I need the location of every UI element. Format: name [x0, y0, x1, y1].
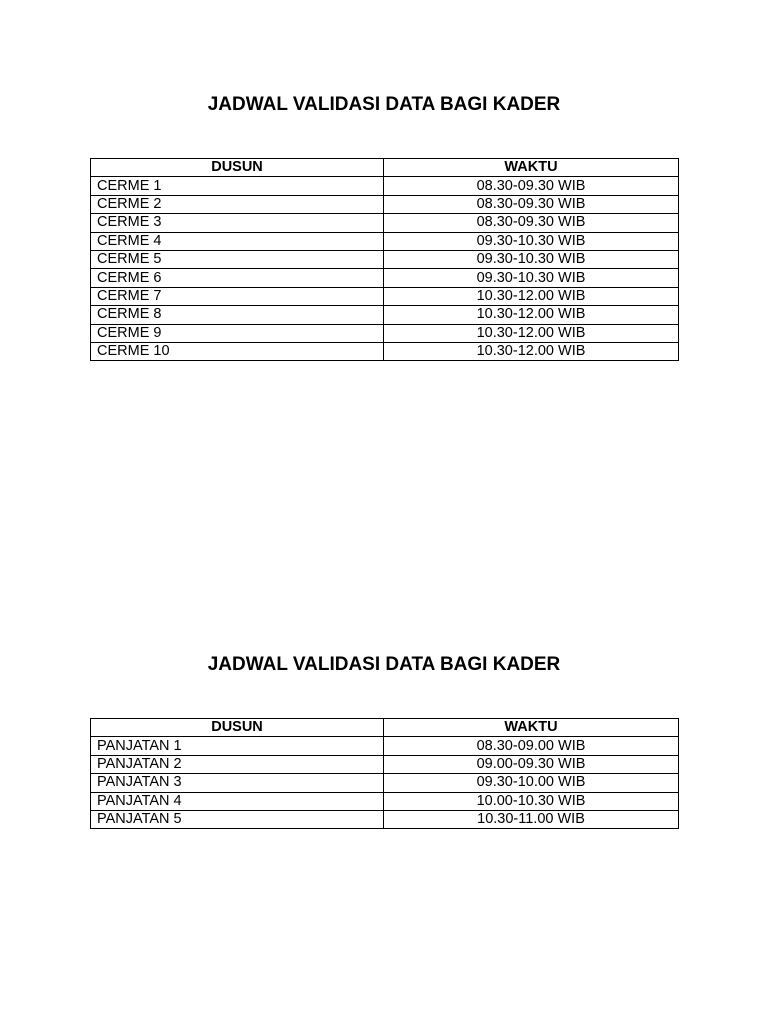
- cell-waktu: 10.30-11.00 WIB: [384, 810, 679, 828]
- cell-waktu: 08.30-09.30 WIB: [384, 177, 679, 195]
- table-row: [91, 755, 679, 773]
- cell-dusun: PANJATAN 2: [91, 755, 384, 773]
- table-row: [91, 232, 679, 250]
- cell-dusun: PANJATAN 4: [91, 792, 384, 810]
- cell-waktu: 09.30-10.30 WIB: [384, 232, 679, 250]
- table-header-row: [91, 719, 679, 737]
- cell-waktu: 09.30-10.30 WIB: [384, 250, 679, 268]
- cell-waktu: 10.30-12.00 WIB: [384, 324, 679, 342]
- column-header-dusun: DUSUN: [91, 719, 384, 737]
- page-title: JADWAL VALIDASI DATA BAGI KADER: [207, 94, 561, 115]
- cell-dusun: PANJATAN 3: [91, 774, 384, 792]
- table-row: [91, 792, 679, 810]
- table-row: [91, 287, 679, 305]
- table-header-row: [91, 159, 679, 177]
- cell-waktu: 09.30-10.30 WIB: [384, 269, 679, 287]
- table-row: [91, 269, 679, 287]
- cell-waktu: 09.00-09.30 WIB: [384, 755, 679, 773]
- cell-dusun: CERME 2: [91, 195, 384, 213]
- cell-dusun: CERME 4: [91, 232, 384, 250]
- table-row: [91, 737, 679, 755]
- cell-waktu: 09.30-10.00 WIB: [384, 774, 679, 792]
- cell-dusun: CERME 7: [91, 287, 384, 305]
- cell-dusun: CERME 10: [91, 342, 384, 360]
- table-row: [91, 324, 679, 342]
- table-row: [91, 342, 679, 360]
- cell-dusun: CERME 1: [91, 177, 384, 195]
- table-row: [91, 774, 679, 792]
- table-row: [91, 250, 679, 268]
- cell-dusun: CERME 3: [91, 214, 384, 232]
- table-row: [91, 214, 679, 232]
- schedule-table: [90, 718, 679, 829]
- schedule-section-cerme: [90, 93, 678, 361]
- table-row: [91, 195, 679, 213]
- cell-dusun: CERME 6: [91, 269, 384, 287]
- cell-dusun: CERME 8: [91, 306, 384, 324]
- cell-dusun: PANJATAN 1: [91, 737, 384, 755]
- page-title: JADWAL VALIDASI DATA BAGI KADER: [207, 654, 561, 675]
- schedule-table: [90, 158, 679, 361]
- cell-waktu: 10.30-12.00 WIB: [384, 342, 679, 360]
- cell-waktu: 10.30-12.00 WIB: [384, 306, 679, 324]
- table-row: [91, 810, 679, 828]
- column-header-waktu: WAKTU: [384, 159, 679, 177]
- schedule-section-panjatan: [90, 653, 678, 829]
- cell-dusun: CERME 5: [91, 250, 384, 268]
- table-row: [91, 306, 679, 324]
- cell-waktu: 10.00-10.30 WIB: [384, 792, 679, 810]
- cell-waktu: 08.30-09.00 WIB: [384, 737, 679, 755]
- cell-waktu: 08.30-09.30 WIB: [384, 214, 679, 232]
- column-header-waktu: WAKTU: [384, 719, 679, 737]
- cell-waktu: 08.30-09.30 WIB: [384, 195, 679, 213]
- cell-dusun: CERME 9: [91, 324, 384, 342]
- cell-waktu: 10.30-12.00 WIB: [384, 287, 679, 305]
- cell-dusun: PANJATAN 5: [91, 810, 384, 828]
- table-row: [91, 177, 679, 195]
- column-header-dusun: DUSUN: [91, 159, 384, 177]
